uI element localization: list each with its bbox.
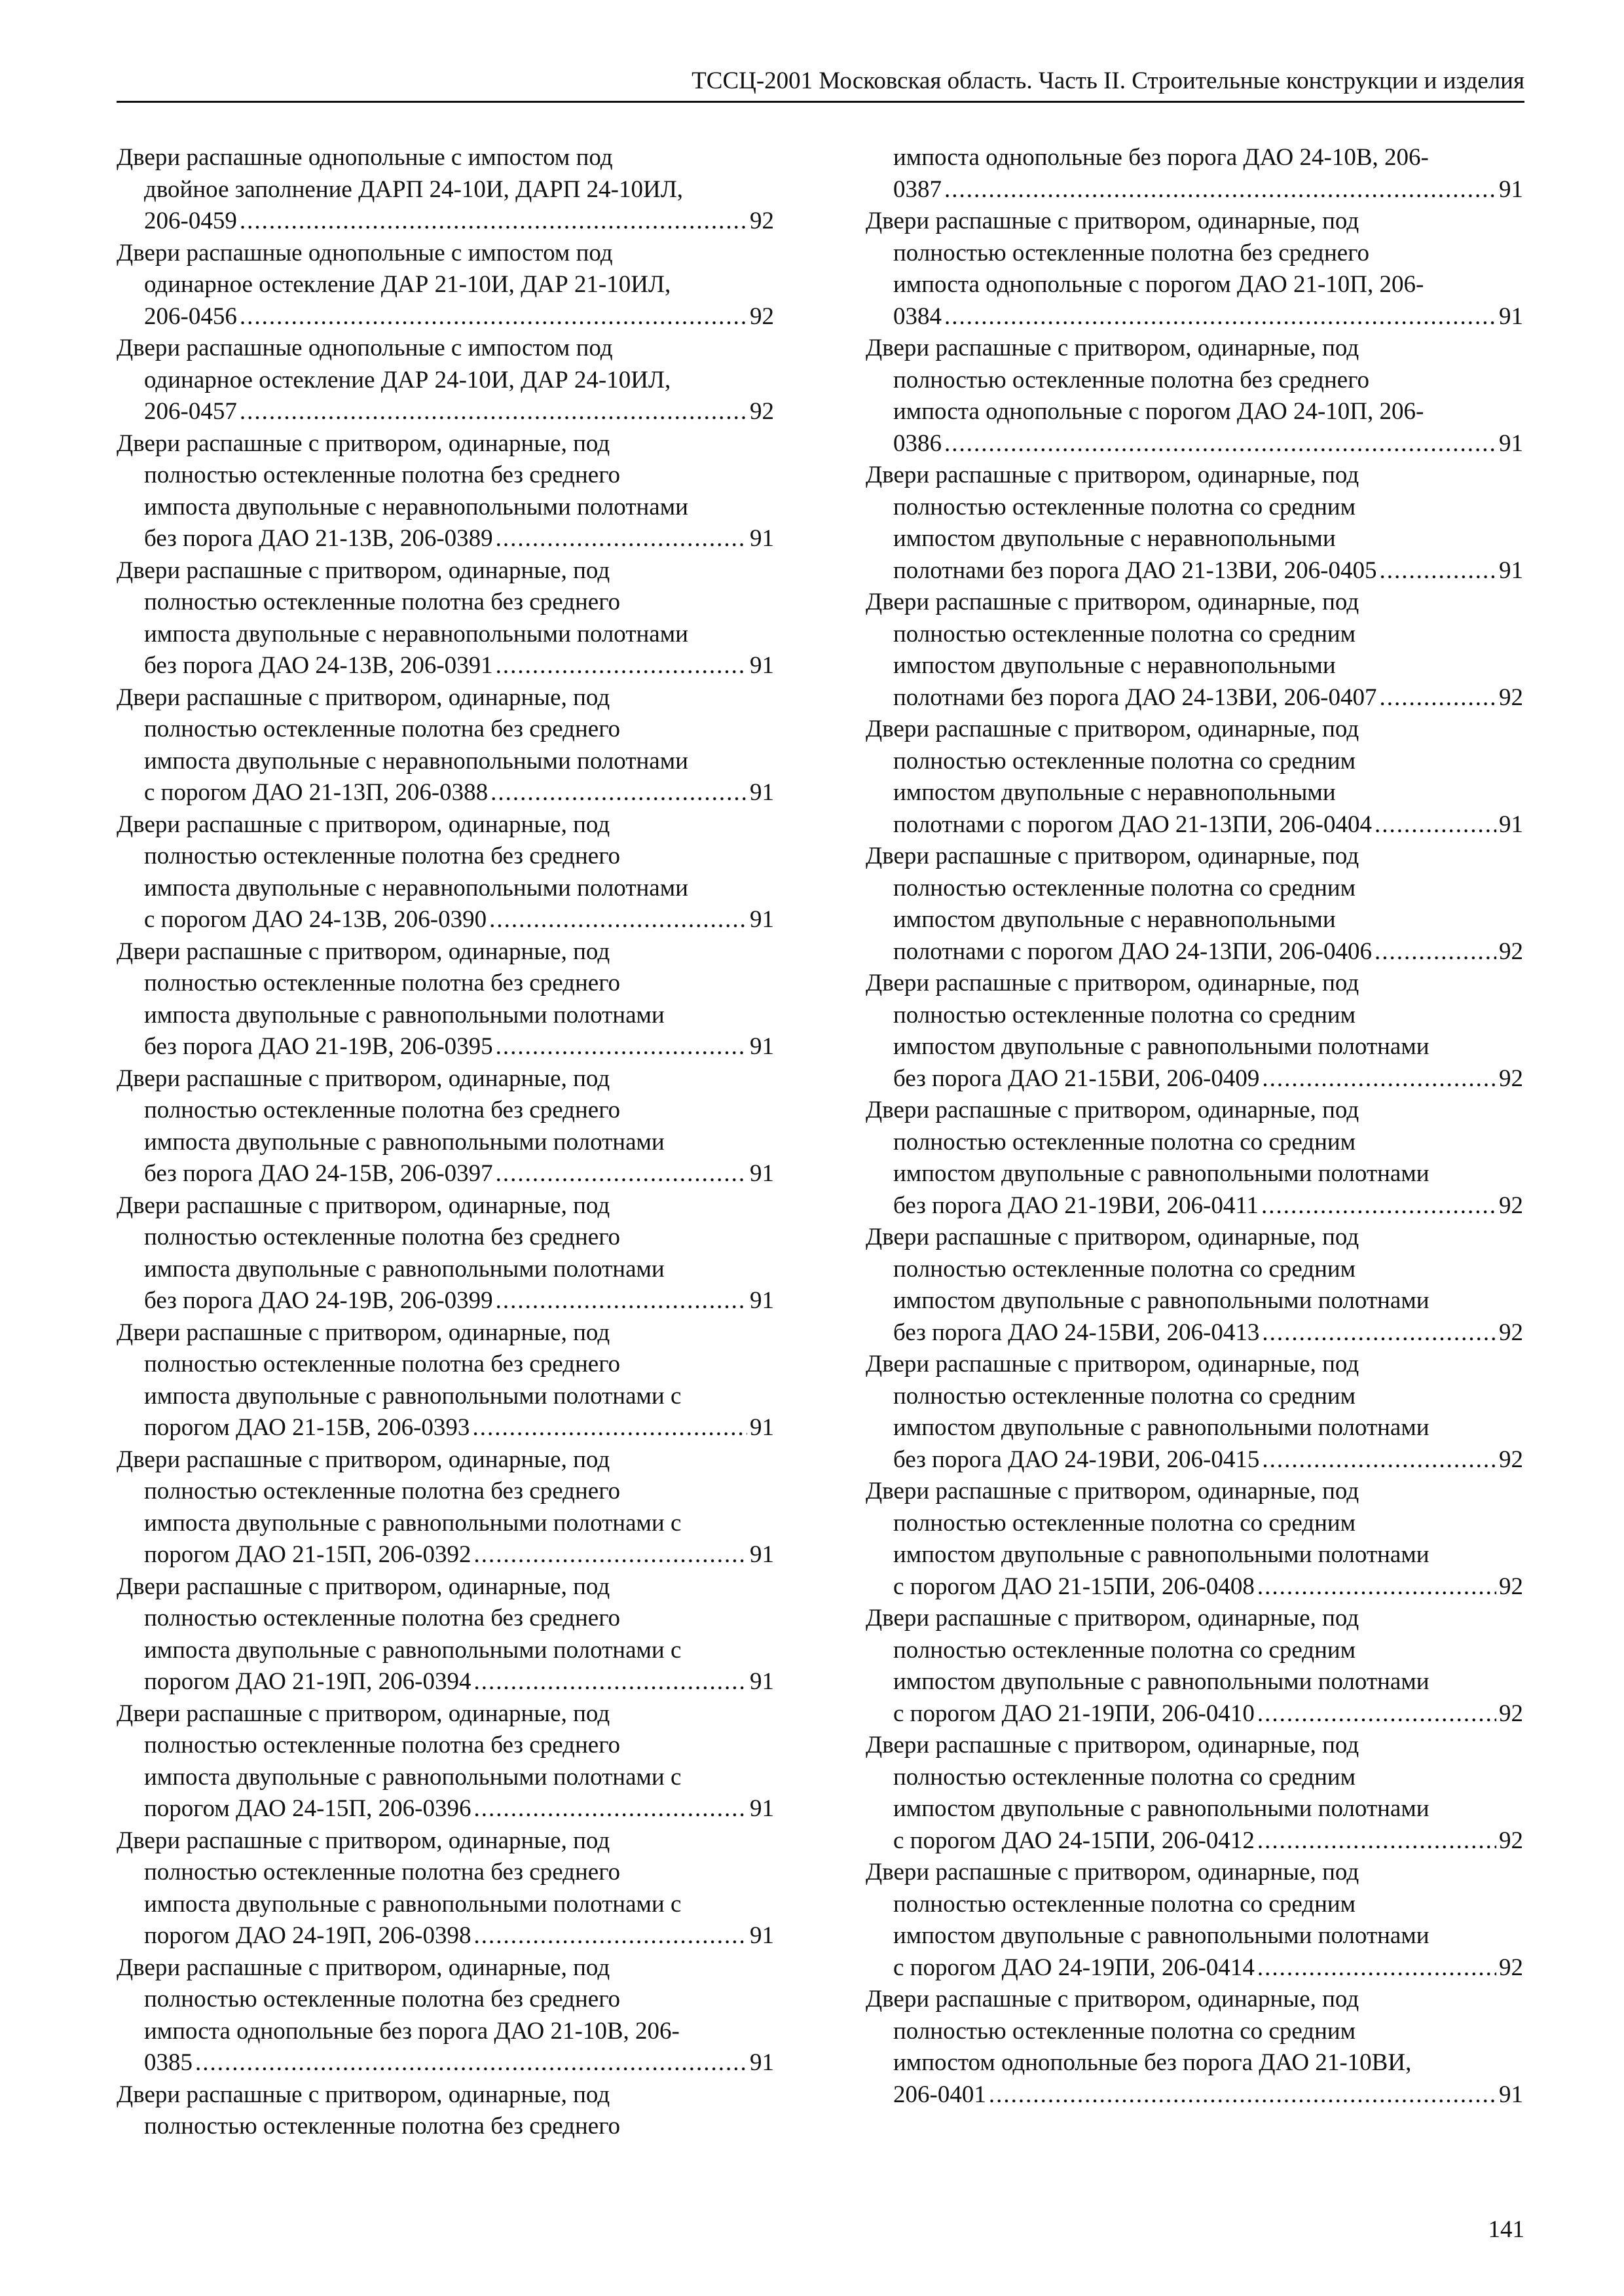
entry-code: без порога ДАО 24-19ВИ, 206-0415 <box>893 1446 1260 1473</box>
entry-reference-line <box>144 1920 774 1952</box>
entry-page-number: 91 <box>1499 175 1523 203</box>
entry-reference-line <box>893 1825 1523 1857</box>
entry-text-line: Двери распашные с притвором, одинарные, под <box>117 1319 610 1346</box>
entry-text-line: полностью остекленные полотна без среднего <box>144 589 620 615</box>
entry-reference-line <box>144 1539 774 1571</box>
index-entry <box>866 460 1523 587</box>
entry-page-number: 91 <box>1499 811 1523 838</box>
entry-page-number: 92 <box>750 302 774 330</box>
dot-leader <box>473 1920 747 1952</box>
entry-reference-line <box>893 2079 1523 2111</box>
dot-leader <box>1262 1063 1496 1095</box>
dot-leader <box>496 1285 747 1317</box>
entry-text-line: Двери распашные с притвором, одинарные, под <box>866 1605 1359 1631</box>
entry-text-line: импоста однопольные без порога ДАО 21-10В, 206- <box>144 2017 680 2045</box>
entry-text-line: Двери распашные с притвором, одинарные, под <box>117 1065 610 1092</box>
running-header <box>117 65 1524 103</box>
entry-text-line: импостом двупольные с равнопольными полотнами <box>893 1668 1430 1695</box>
entry-page-number: 92 <box>1499 1700 1523 1727</box>
index-entry <box>117 238 774 333</box>
entry-code: с порогом ДАО 24-15ПИ, 206-0412 <box>893 1827 1255 1854</box>
entry-text-line: импоста однопольные без порога ДАО 24-10В, 206- <box>893 144 1429 171</box>
index-column-right <box>866 142 1523 2111</box>
index-entry <box>866 1222 1523 1349</box>
entry-reference-line <box>144 1666 774 1698</box>
entry-text-line: полностью остекленные полотна без среднего <box>144 1859 620 1886</box>
index-entry <box>117 1698 774 1825</box>
entry-text-line: импоста двупольные с равнопольными полотнами с <box>144 1509 682 1537</box>
entry-text-line: импоста двупольные с равнопольными полотнами с <box>144 1636 682 1664</box>
entry-code: с порогом ДАО 21-19ПИ, 206-0410 <box>893 1700 1255 1727</box>
entry-text-line: полностью остекленные полотна без среднего <box>144 1605 620 1631</box>
index-entry <box>117 1571 774 1698</box>
dot-leader <box>496 1031 747 1063</box>
index-entry <box>117 1063 774 1190</box>
entry-page-number: 92 <box>1499 1573 1523 1600</box>
entry-text-line: Двери распашные с притвором, одинарные, под <box>117 1573 610 1600</box>
entry-page-number: 91 <box>750 2049 774 2076</box>
entry-text-line: полностью остекленные полотна со средним <box>893 874 1356 902</box>
index-entry <box>866 1095 1523 1222</box>
entry-text-line: полностью остекленные полотна без среднего <box>893 239 1369 266</box>
index-entry <box>117 142 774 238</box>
entry-reference-line <box>144 1158 774 1190</box>
entry-text-line: полностью остекленные полотна без среднего <box>144 843 620 869</box>
entry-code: 0384 <box>893 302 942 330</box>
index-entry <box>866 841 1523 968</box>
entry-text-line: полностью остекленные полотна со средним <box>893 620 1356 647</box>
entry-reference-line <box>144 904 774 936</box>
entry-text-line: импостом двупольные с неравнопольными <box>893 525 1336 552</box>
entry-reference-line <box>144 396 774 428</box>
entry-code: порогом ДАО 21-15П, 206-0392 <box>144 1541 471 1568</box>
entry-page-number: 91 <box>1499 302 1523 330</box>
entry-page-number: 92 <box>1499 683 1523 711</box>
entry-page-number: 91 <box>1499 429 1523 457</box>
entry-page-number: 91 <box>1499 2081 1523 2108</box>
index-column-left <box>117 142 774 2143</box>
entry-text-line: Двери распашные с притвором, одинарные, под <box>117 811 610 838</box>
entry-code: порогом ДАО 21-19П, 206-0394 <box>144 1668 471 1695</box>
dot-leader <box>1380 682 1496 714</box>
entry-text-line: Двери распашные с притвором, одинарные, под <box>866 208 1359 234</box>
entry-code: без порога ДАО 21-15ВИ, 206-0409 <box>893 1065 1260 1092</box>
entry-page-number: 92 <box>1499 1065 1523 1092</box>
entry-page-number: 91 <box>750 1668 774 1695</box>
index-entry <box>866 968 1523 1095</box>
entry-text-line: полностью остекленные полотна со средним <box>893 1382 1356 1410</box>
entry-text-line: импостом двупольные с равнопольными полотнами <box>893 1287 1430 1314</box>
entry-reference-line <box>893 1063 1523 1095</box>
dot-leader <box>1375 809 1496 841</box>
entry-text-line: Двери распашные с притвором, одинарные, под <box>866 1859 1359 1886</box>
entry-text-line: полностью остекленные полотна без среднего <box>144 2113 620 2140</box>
entry-reference-line <box>893 1952 1523 1984</box>
entry-text-line: полностью остекленные полотна без среднего <box>144 716 620 742</box>
entry-text-line: Двери распашные однопольные с импостом под <box>117 335 613 361</box>
entry-code: с порогом ДАО 24-13В, 206-0390 <box>144 906 487 933</box>
entry-text-line: импоста двупольные с равнопольными полотнами с <box>144 1890 682 1918</box>
entry-text-line: Двери распашные с притвором, одинарные, под <box>117 1827 610 1854</box>
entry-code: 206-0459 <box>144 208 237 234</box>
entry-text-line: импоста двупольные с равнопольными полотнами <box>144 1255 665 1283</box>
entry-reference-line <box>144 1285 774 1317</box>
entry-text-line: Двери распашные с притвором, одинарные, под <box>866 716 1359 742</box>
dot-leader <box>944 174 1496 206</box>
entry-text-line: импостом двупольные с равнопольными полотнами <box>893 1922 1430 1949</box>
dot-leader <box>944 428 1496 460</box>
entry-text-line: Двери распашные с притвором, одинарные, под <box>866 1097 1359 1123</box>
index-entry <box>117 333 774 428</box>
dot-leader <box>944 301 1496 333</box>
entry-code: порогом ДАО 21-15В, 206-0393 <box>144 1414 470 1441</box>
entry-page-number: 91 <box>750 906 774 933</box>
index-entry <box>866 1476 1523 1603</box>
entry-text-line: полностью остекленные полотна без среднего <box>893 366 1369 393</box>
entry-page-number: 92 <box>750 398 774 425</box>
entry-text-line: Двери распашные с притвором, одинарные, под <box>866 1351 1359 1377</box>
entry-code: без порога ДАО 24-19В, 206-0399 <box>144 1287 493 1314</box>
entry-code: 206-0456 <box>144 302 237 330</box>
index-entry <box>866 1349 1523 1476</box>
dot-leader <box>473 1793 747 1825</box>
entry-text-line: Двери распашные с притвором, одинарные, под <box>866 970 1359 996</box>
entry-reference-line <box>144 1793 774 1825</box>
dot-leader <box>989 2079 1496 2111</box>
entry-text-line: полностью остекленные полотна без среднего <box>144 1478 620 1504</box>
entry-text-line: полностью остекленные полотна со средним <box>893 1128 1356 1156</box>
entry-text-line: одинарное остекление ДАР 24-10И, ДАР 24-10ИЛ, <box>144 366 671 393</box>
entry-text-line: Двери распашные с притвором, одинарные, под <box>117 1192 610 1219</box>
entry-reference-line <box>144 301 774 333</box>
entry-text-line: Двери распашные с притвором, одинарные, под <box>866 1986 1359 2013</box>
dot-leader <box>1257 1825 1496 1857</box>
entry-reference-line <box>893 1571 1523 1603</box>
entry-text-line: импоста двупольные с неравнопольными полотнами <box>144 493 688 520</box>
index-entry <box>866 142 1523 206</box>
entry-page-number: 92 <box>1499 1827 1523 1854</box>
entry-code: без порога ДАО 21-19ВИ, 206-0411 <box>893 1192 1259 1219</box>
entry-code: с порогом ДАО 21-15ПИ, 206-0408 <box>893 1573 1255 1600</box>
index-entry <box>117 555 774 682</box>
index-entry <box>117 1444 774 1571</box>
entry-text-line: импоста двупольные с равнопольными полотнами <box>144 1001 665 1029</box>
entry-reference-line <box>893 555 1523 587</box>
entry-page-number: 91 <box>750 1414 774 1441</box>
entry-text-line: Двери распашные однопольные с импостом под <box>117 144 613 171</box>
entry-text-line: импоста двупольные с неравнопольными полотнами <box>144 747 688 774</box>
index-entry <box>117 1952 774 2079</box>
entry-text-line: Двери распашные с притвором, одинарные, под <box>117 429 610 457</box>
entry-text-line: полностью остекленные полотна со средним <box>893 1001 1356 1029</box>
entry-page-number: 92 <box>1499 1192 1523 1219</box>
index-entry <box>117 1317 774 1444</box>
entry-text-line: полностью остекленные полотна со средним <box>893 1636 1356 1664</box>
entry-reference-line <box>144 1031 774 1063</box>
index-entry <box>117 936 774 1063</box>
entry-code: порогом ДАО 24-19П, 206-0398 <box>144 1922 471 1949</box>
entry-page-number: 91 <box>750 525 774 552</box>
entry-text-line: Двери распашные с притвором, одинарные, под <box>117 556 610 584</box>
dot-leader <box>489 904 747 936</box>
dot-leader <box>1261 1190 1496 1222</box>
dot-leader <box>1380 555 1496 587</box>
entry-text-line: Двери распашные однопольные с импостом под <box>117 239 613 266</box>
entry-text-line: Двери распашные с притвором, одинарные, под <box>117 1700 610 1727</box>
entry-text-line: Двери распашные с притвором, одинарные, под <box>866 1732 1359 1758</box>
entry-text-line: импостом двупольные с неравнопольными <box>893 779 1336 806</box>
entry-reference-line <box>144 206 774 238</box>
entry-page-number: 92 <box>1499 1954 1523 1981</box>
entry-code: 0385 <box>144 2049 193 2076</box>
entry-text-line: импоста двупольные с неравнопольными полотнами <box>144 620 688 647</box>
entry-reference-line <box>893 428 1523 460</box>
entry-text-line: двойное заполнение ДАРП 24-10И, ДАРП 24-10ИЛ, <box>144 175 684 203</box>
index-entry <box>117 1825 774 1952</box>
entry-text-line: импостом двупольные с равнопольными полотнами <box>893 1795 1430 1822</box>
dot-leader <box>1375 936 1496 968</box>
entry-text-line: Двери распашные с притвором, одинарные, под <box>117 2081 610 2108</box>
entry-reference-line <box>893 1698 1523 1730</box>
entry-reference-line <box>144 650 774 682</box>
entry-code: без порога ДАО 24-15В, 206-0397 <box>144 1160 493 1187</box>
dot-leader <box>240 301 747 333</box>
entry-text-line: Двери распашные с притвором, одинарные, под <box>866 335 1359 361</box>
entry-text-line: полностью остекленные полотна со средним <box>893 1255 1356 1283</box>
entry-text-line: полностью остекленные полотна со средним <box>893 2017 1356 2045</box>
dot-leader <box>473 1539 747 1571</box>
entry-text-line: одинарное остекление ДАР 21-10И, ДАР 21-10ИЛ, <box>144 271 671 298</box>
entry-reference-line <box>893 174 1523 206</box>
index-entry <box>117 428 774 555</box>
entry-code: без порога ДАО 24-13В, 206-0391 <box>144 652 493 679</box>
entry-text-line: импостом двупольные с равнопольными полотнами <box>893 1414 1430 1441</box>
entry-code: 206-0401 <box>893 2081 986 2108</box>
entry-text-line: полностью остекленные полотна без среднего <box>144 1097 620 1123</box>
entry-code: с порогом ДАО 24-19ПИ, 206-0414 <box>893 1954 1255 1981</box>
entry-reference-line <box>893 1317 1523 1349</box>
dot-leader <box>490 777 747 809</box>
entry-code: полотнами без порога ДАО 24-13ВИ, 206-0407 <box>893 683 1377 711</box>
entry-text-line: импостом двупольные с равнопольными полотнами <box>893 1160 1430 1187</box>
entry-text-line: Двери распашные с притвором, одинарные, под <box>866 843 1359 869</box>
entry-page-number: 92 <box>750 208 774 234</box>
entry-text-line: Двери распашные с притвором, одинарные, под <box>866 589 1359 615</box>
entry-text-line: Двери распашные с притвором, одинарные, под <box>866 1224 1359 1250</box>
entry-code: 0386 <box>893 429 942 457</box>
dot-leader <box>1257 1571 1496 1603</box>
entry-code: без порога ДАО 21-19В, 206-0395 <box>144 1033 493 1060</box>
entry-page-number: 92 <box>1499 1319 1523 1346</box>
entry-page-number: 92 <box>1499 1446 1523 1473</box>
entry-reference-line <box>893 936 1523 968</box>
entry-text-line: импоста однопольные с порогом ДАО 21-10П, 206- <box>893 271 1424 298</box>
entry-code: без порога ДАО 21-13В, 206-0389 <box>144 525 493 552</box>
index-entry <box>117 682 774 809</box>
entry-reference-line <box>893 809 1523 841</box>
entry-page-number: 91 <box>750 779 774 806</box>
entry-text-line: полностью остекленные полотна со средним <box>893 1763 1356 1791</box>
entry-text-line: импоста двупольные с равнопольными полотнами <box>144 1128 665 1156</box>
entry-page-number: 92 <box>1499 938 1523 965</box>
entry-text-line: импостом двупольные с неравнопольными <box>893 652 1336 679</box>
entry-page-number: 91 <box>750 1160 774 1187</box>
entry-page-number: 91 <box>750 1795 774 1822</box>
index-entry <box>866 714 1523 841</box>
entry-page-number: 91 <box>750 1541 774 1568</box>
dot-leader <box>195 2047 747 2079</box>
entry-code: 0387 <box>893 175 942 203</box>
entry-text-line: импоста двупольные с неравнопольными полотнами <box>144 874 688 902</box>
dot-leader <box>1257 1698 1496 1730</box>
index-entry <box>866 333 1523 460</box>
dot-leader <box>496 1158 747 1190</box>
index-entry <box>866 587 1523 714</box>
entry-page-number: 91 <box>750 1033 774 1060</box>
index-entry <box>866 206 1523 333</box>
entry-code: полотнами без порога ДАО 21-13ВИ, 206-0405 <box>893 556 1377 584</box>
entry-text-line: полностью остекленные полотна со средним <box>893 747 1356 774</box>
index-entry <box>866 1857 1523 1984</box>
index-entry <box>866 1984 1523 2111</box>
entry-page-number: 91 <box>1499 556 1523 584</box>
entry-text-line: полностью остекленные полотна без среднего <box>144 1732 620 1758</box>
dot-leader <box>472 1412 747 1444</box>
entry-reference-line <box>893 1190 1523 1222</box>
entry-code: полотнами с порогом ДАО 24-13ПИ, 206-0406 <box>893 938 1373 965</box>
entry-text-line: импостом двупольные с равнопольными полотнами <box>893 1541 1430 1568</box>
entry-code: 206-0457 <box>144 398 237 425</box>
entry-reference-line <box>144 777 774 809</box>
entry-text-line: полностью остекленные полотна со средним <box>893 1890 1356 1918</box>
page-number: 141 <box>1488 2216 1524 2243</box>
entry-reference-line <box>893 301 1523 333</box>
entry-text-line: импостом однопольные без порога ДАО 21-10ВИ, <box>893 2049 1412 2076</box>
entry-text-line: Двери распашные с притвором, одинарные, под <box>866 462 1359 488</box>
dot-leader <box>1262 1444 1496 1476</box>
index-entry <box>117 1190 774 1317</box>
dot-leader <box>1262 1317 1496 1349</box>
entry-code: без порога ДАО 24-15ВИ, 206-0413 <box>893 1319 1260 1346</box>
entry-reference-line <box>893 682 1523 714</box>
entry-text-line: полностью остекленные полотна без среднего <box>144 1986 620 2013</box>
dot-leader <box>496 523 747 555</box>
dot-leader <box>240 396 747 428</box>
dot-leader <box>1257 1952 1496 1984</box>
entry-code: с порогом ДАО 21-13П, 206-0388 <box>144 779 489 806</box>
entry-reference-line <box>144 523 774 555</box>
index-entry <box>117 809 774 936</box>
entry-code: полотнами с порогом ДАО 21-13ПИ, 206-0404 <box>893 811 1373 838</box>
entry-reference-line <box>893 1444 1523 1476</box>
entry-text-line: импоста двупольные с равнопольными полотнами с <box>144 1763 682 1791</box>
header-title: ТССЦ-2001 Московская область. Часть II. Строительные конструкции и изделия <box>692 67 1524 94</box>
entry-text-line: полностью остекленные полотна без среднего <box>144 970 620 996</box>
dot-leader <box>473 1666 747 1698</box>
entry-text-line: Двери распашные с притвором, одинарные, под <box>866 1478 1359 1504</box>
entry-reference-line <box>144 2047 774 2079</box>
entry-page-number: 91 <box>750 1287 774 1314</box>
entry-text-line: полностью остекленные полотна без среднего <box>144 1224 620 1250</box>
dot-leader <box>496 650 747 682</box>
entry-text-line: Двери распашные с притвором, одинарные, под <box>117 938 610 965</box>
entry-text-line: Двери распашные с притвором, одинарные, под <box>117 1446 610 1473</box>
entry-text-line: импостом двупольные с равнопольными полотнами <box>893 1033 1430 1060</box>
entry-text-line: Двери распашные с притвором, одинарные, под <box>117 683 610 711</box>
entry-text-line: Двери распашные с притвором, одинарные, под <box>117 1954 610 1981</box>
entry-code: порогом ДАО 24-15П, 206-0396 <box>144 1795 471 1822</box>
entry-page-number: 91 <box>750 652 774 679</box>
entry-text-line: импоста двупольные с равнопольными полотнами с <box>144 1382 682 1410</box>
index-entry <box>866 1730 1523 1857</box>
index-entry <box>117 2079 774 2143</box>
entry-text-line: полностью остекленные полотна со средним <box>893 1509 1356 1537</box>
entry-text-line: полностью остекленные полотна без среднего <box>144 1351 620 1377</box>
entry-text-line: импостом двупольные с неравнопольными <box>893 906 1336 933</box>
entry-text-line: полностью остекленные полотна без среднего <box>144 462 620 488</box>
entry-text-line: импоста однопольные с порогом ДАО 24-10П, 206- <box>893 398 1424 425</box>
entry-reference-line <box>144 1412 774 1444</box>
dot-leader <box>240 206 747 238</box>
entry-page-number: 91 <box>750 1922 774 1949</box>
entry-text-line: полностью остекленные полотна со средним <box>893 493 1356 520</box>
index-entry <box>866 1603 1523 1730</box>
